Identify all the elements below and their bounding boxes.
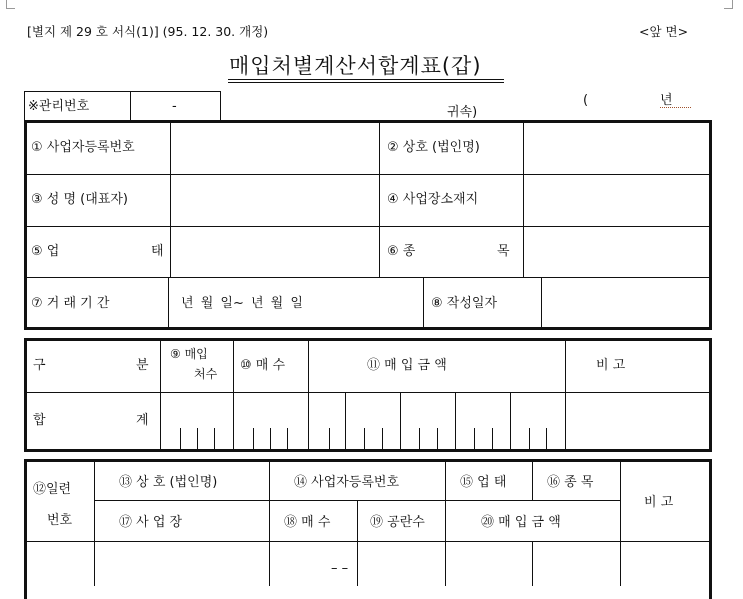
item-label: ⑥ 종 (387, 244, 416, 259)
detail-amount-header: ⑳ 매 입 금 액 (481, 515, 561, 530)
division-header-2: 분 (136, 358, 149, 373)
corner-mark-right (724, 0, 733, 9)
sheet-count-header: ⑩ 매 수 (240, 358, 286, 373)
attribution-label: 귀속) (447, 105, 478, 120)
biz-reg-no-field[interactable] (171, 123, 378, 173)
row1-remarks-field[interactable] (621, 542, 709, 586)
detail-biz-type-header: ⑮ 업 태 (460, 475, 507, 490)
biz-type-label-2: 태 (151, 244, 164, 259)
attribution-year-open: ( (583, 93, 589, 108)
detail-sheets-header: ⑱ 매 수 (284, 515, 331, 530)
form-reference: [별지 제 29 호 서식(1)] (95. 12. 30. 개정) (27, 24, 269, 39)
corner-mark-left (6, 0, 15, 9)
trade-name-field[interactable] (524, 123, 709, 173)
division-header: 구 (33, 358, 46, 373)
total-row-label-2: 계 (136, 413, 149, 428)
total-amount-field[interactable] (309, 393, 564, 449)
title-underline (228, 79, 504, 80)
biz-type-label: ⑤ 업 (31, 244, 60, 259)
total-remarks-field[interactable] (566, 393, 709, 449)
supplier-count-header-2: 처수 (194, 367, 218, 381)
trade-period-value[interactable]: 년 월 일~ 년 월 일 (181, 296, 303, 311)
mgmt-number-value[interactable]: - (172, 99, 177, 114)
serial-no-header-2: 번호 (47, 513, 73, 528)
detail-reg-no-header: ⑭ 사업자등록번호 (294, 475, 400, 490)
mgmt-number-label: ※관리번호 (28, 99, 90, 114)
item-field[interactable] (524, 227, 709, 276)
biz-type-field[interactable] (171, 227, 378, 276)
row1-serial-field[interactable] (27, 542, 93, 586)
detail-item-header: ⑯ 종 목 (547, 475, 594, 490)
representative-field[interactable] (171, 175, 378, 225)
total-sheet-count-field[interactable] (234, 393, 307, 449)
supplier-count-header: ⑨ 매입 (170, 347, 208, 361)
total-supplier-count-field[interactable] (161, 393, 232, 449)
biz-address-field[interactable] (524, 175, 709, 225)
detail-workplace-header: ⑰ 사 업 장 (119, 515, 183, 530)
attribution-year-word: 년 (660, 94, 691, 108)
row1-reg-no-dashes: – – (331, 561, 349, 576)
title-underline-2 (228, 82, 504, 83)
written-date-label: ⑧ 작성일자 (431, 296, 498, 311)
item-label-2: 목 (497, 244, 510, 259)
detail-blank-count-header: ⑲ 공란수 (370, 515, 425, 530)
amount-header: ⑪ 매 입 금 액 (367, 358, 447, 373)
detail-trade-name-header: ⑬ 상 호 (법인명) (119, 475, 218, 490)
form-title: 매입처별계산서합계표(갑) (229, 54, 482, 78)
trade-period-label: ⑦ 거 래 기 간 (31, 296, 110, 311)
row1-reg-no-field[interactable] (270, 542, 444, 586)
biz-reg-no-label: ① 사업자등록번호 (31, 140, 135, 155)
row1-trade-name-field[interactable] (95, 542, 268, 586)
remarks-header: 비 고 (596, 358, 626, 373)
representative-label: ③ 성 명 (대표자) (31, 192, 128, 207)
trade-name-label: ② 상호 (법인명) (387, 140, 480, 155)
biz-address-label: ④ 사업장소재지 (387, 192, 479, 207)
detail-remarks-header: 비 고 (644, 495, 674, 510)
written-date-field[interactable] (542, 278, 709, 327)
serial-no-header: ⑫일련 (33, 482, 72, 497)
total-row-label: 합 (33, 413, 46, 428)
row1-biz-type-field[interactable] (446, 542, 531, 586)
row1-item-field[interactable] (533, 542, 619, 586)
front-side-label: <앞 면> (639, 24, 689, 39)
